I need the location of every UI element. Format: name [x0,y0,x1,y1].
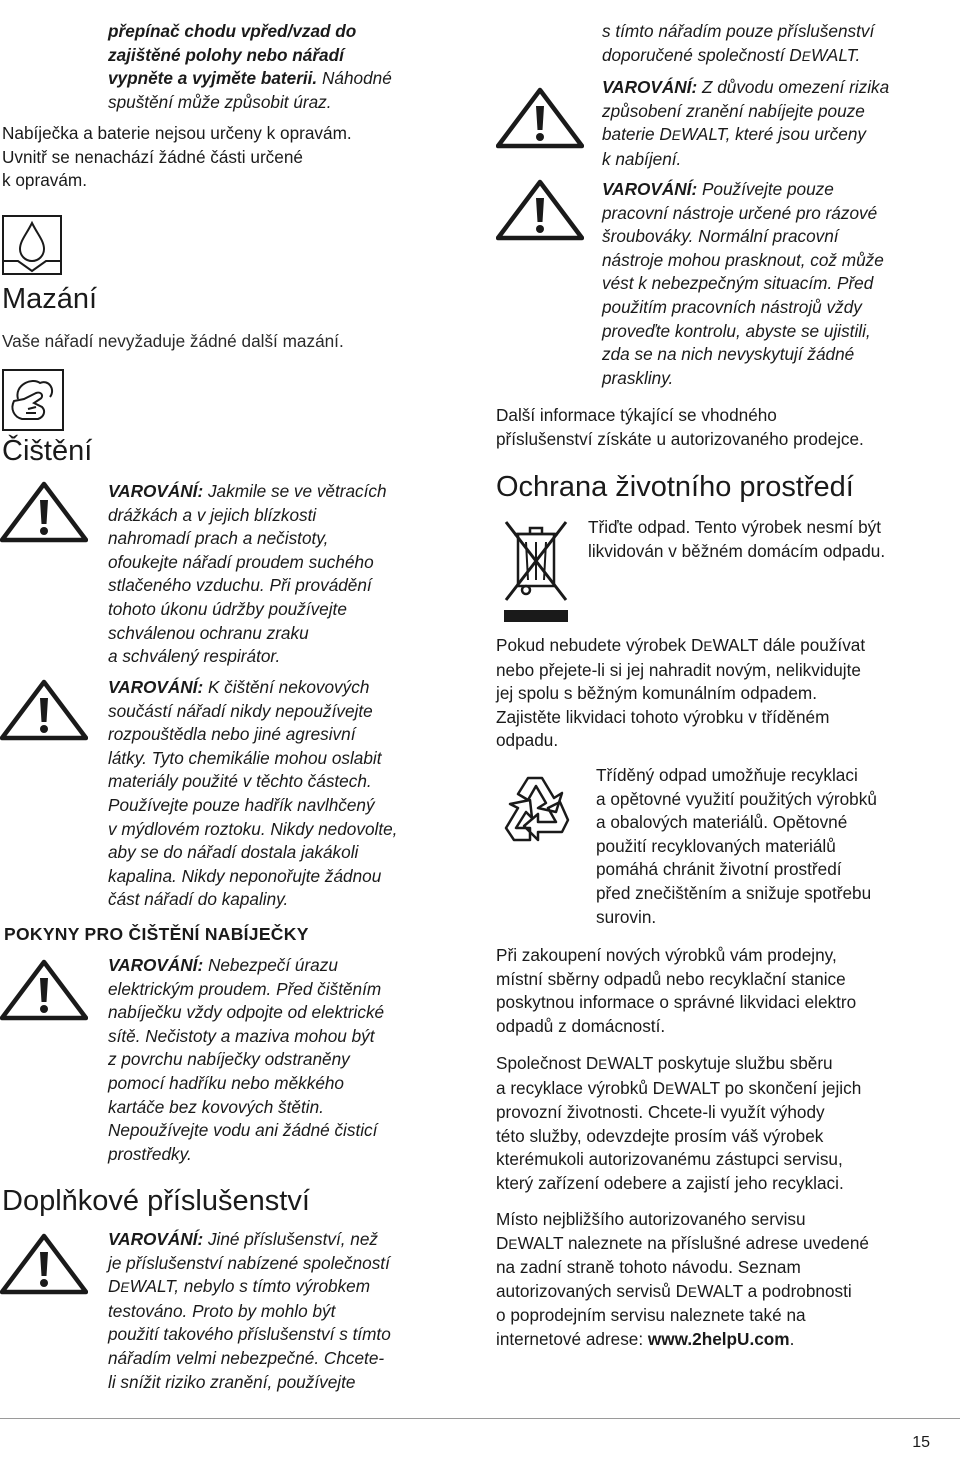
service-line-part: a recyklace výrobků [496,1077,648,1098]
intro-line [108,67,468,91]
brand-part: WALT [680,124,726,145]
intro-warning-continued [108,20,468,114]
warning-line: nářadím velmi nebezpečné. Chcete- [108,1347,385,1368]
brand-part: E [703,639,713,654]
lubrication-title: Mazání [2,283,98,315]
warning-line-part: Jakmile se ve větracích [203,481,387,501]
warning-label: VAROVÁNÍ: [602,179,698,199]
warning-text [108,954,468,1166]
environment-title: Ochrana životního prostředí [496,471,854,503]
cleaning-title: Čištění [2,435,93,467]
warning-line: aby se do nářadí dostala jakákoli [108,842,359,863]
charger-cleaning-warning [0,954,470,1174]
warning-line: drážkách a v jejich blízkosti [108,504,317,525]
disposal-line: Zajistěte likvidaci tohoto výrobku v tříděném [496,706,830,727]
warning-line: způsobení zranění nabíjejte pouze [602,100,865,121]
disposal-line-part: Pokud nebudete výrobek [496,635,687,655]
lubrication-text: Vaše nářadí nevyžaduje žádné další mazání. [2,331,344,351]
warning-line [602,44,960,69]
warning-line-part: Používejte pouze [697,179,834,199]
impact-tools-warning [496,178,960,398]
warning-triangle-icon [0,480,88,544]
intro-line-part: Náhodné [317,68,392,89]
disposal-paragraph [496,634,960,753]
warning-line: součástí nářadí nikdy nepoužívejte [108,700,373,721]
warning-line-part: doporučené společností [602,44,785,65]
disposal-line: jej spolu s běžným komunálním odpadem. [496,683,817,704]
brand-part: E [801,48,811,64]
brand-part: WALT [517,1232,564,1253]
brand-part: D [108,1276,121,1297]
brand-part: WALT [607,1053,653,1073]
warning-line-part: baterie [602,124,655,145]
location-line [496,1280,960,1305]
collection-line: Při zakoupení nových výrobků vám prodejny, [496,945,837,965]
note-line: k opravám. [2,170,88,191]
recycling-text [596,764,960,929]
warning-label: VAROVÁNÍ: [108,677,204,697]
warning-line: li snížit riziko zranění, používejte [108,1371,356,1392]
location-line: Místo nejbližšího autorizovaného servisu [496,1209,806,1229]
dealer-info [496,404,960,451]
warning-line: proveďte kontrolu, abyste se ujistili, [602,320,871,341]
cleaning-warning-1 [0,476,470,676]
recycle-line: a obalových materiálů. Opětovné [596,812,848,833]
intro-line: zajištěné polohy nebo nářadí [108,44,344,65]
collection-line: odpadů z domácností. [496,1015,666,1036]
warning-line: ofoukejte nářadí proudem suchého [108,551,374,572]
brand-part: E [598,1057,608,1072]
sort-waste-text [588,516,960,563]
sort-line: likvidován v běžném domácím odpadu. [588,540,886,561]
warning-text [108,676,468,912]
recycle-line: surovin. [596,906,657,927]
warning-line: je příslušenství nabízené společností [108,1252,390,1273]
service-line: této služby, odevzdejte prosím váš výrobek [496,1125,824,1146]
warning-line: rozpouštědla nebo jiné agresivní [108,724,356,745]
brand-part: E [665,1081,675,1097]
warning-line: pracovní nástroje určené pro rázové [602,202,878,223]
brand-part: D [585,1053,599,1073]
service-line: provozní životnosti. Chcete-li využít výhody [496,1102,825,1123]
disposal-line: odpadu. [496,730,559,751]
lubrication-drop-icon [2,215,62,275]
warning-line-part: . [855,44,861,65]
brand-part: D [659,124,672,145]
location-line: na zadní straně tohoto návodu. Seznam [496,1257,801,1278]
warning-label: VAROVÁNÍ: [108,1229,204,1249]
collection-line: místní sběrny odpadů nebo recyklační stanice [496,968,846,989]
service-line [496,1052,960,1077]
warning-line-part: , které jsou určeny [725,124,866,145]
recycle-line: použití recyklovaných materiálů [596,835,836,856]
note-line: Nabíječka a baterie nejsou určeny k opravám. [2,123,352,143]
recycle-line: Tříděný odpad umožňuje recyklaci [596,765,858,785]
warning-triangle-icon [496,178,584,242]
warning-text [602,178,960,390]
warning-line-part: Nebezpečí úrazu [203,955,338,975]
battery-charging-warning [496,74,960,174]
cleaning-hand-icon [2,369,64,431]
warning-triangle-icon [0,958,88,1022]
location-line-part: naleznete na příslušné adrese uvedené [567,1232,869,1253]
footer-rule [0,1418,960,1419]
brand-part: D [690,635,704,655]
warning-line: materiály použité v těchto částech. [108,771,372,792]
warning-label: VAROVÁNÍ: [108,955,204,975]
warning-line: nahromadí prach a nečistoty, [108,528,329,549]
disposal-line [496,634,960,659]
warning-line: Používejte pouze hadřík navlhčený [108,794,375,815]
warning-line: nabíječku vždy odpojte od elektrické [108,1002,385,1023]
location-line-part: autorizovaných servisů [496,1280,671,1301]
warning-line: použitím pracovních nástrojů vždy [602,296,862,317]
warning-line: sítě. Nečistoty a maziva mohou být [108,1025,375,1046]
warning-line [108,676,468,700]
warning-line: tohoto úkonu údržby používejte [108,598,347,619]
warning-label: VAROVÁNÍ: [602,77,698,97]
warning-triangle-icon [0,1232,88,1296]
warning-line: s tímto nářadím pouze příslušenství [602,21,875,41]
location-line-part: a podrobnosti [747,1280,852,1301]
warning-line-part: Z důvodu omezení rizika [697,77,890,97]
warning-line: nástroje mohou prasknout, což může [602,249,884,270]
brand-part: D [652,1077,666,1098]
brand-part: D [789,44,802,65]
warning-text [602,76,960,171]
accessories-warning-continued [602,20,960,68]
warning-line: elektrickým proudem. Před čištěním [108,978,382,999]
warning-line: vést k nebezpečným situacím. Před [602,273,874,294]
disposal-line: nebo přejete-li si jej nahradit novým, nelikvidujte [496,659,861,680]
warning-line: část nářadí do kapaliny. [108,889,289,910]
warning-line: stlačeného vzduchu. Při provádění [108,575,372,596]
warning-line [602,178,960,202]
service-line [496,1077,960,1102]
location-line [496,1328,960,1352]
location-line [496,1232,960,1257]
service-paragraph [496,1052,960,1196]
brand-part: WALT [712,635,759,655]
recycle-line: pomáhá chránit životní prostředí [596,859,842,880]
warning-line [108,1228,468,1252]
service-line: kterémukoli autorizovanému zástupci servisu, [496,1149,843,1170]
warning-line: zda se na nich nevyskytují žádné [602,344,855,365]
warning-line: kartáče bez kovových štětin. [108,1096,324,1117]
intro-line-part: vypněte a vyjměte baterii. [108,68,318,89]
warning-line: DEWALT, nebylo s tímto výrobkem [108,1276,371,1297]
warning-line [108,954,468,978]
warning-line: testováno. Proto by mohlo být [108,1300,336,1321]
brand-part: E [508,1236,518,1252]
disposal-line-part: dále používat [762,635,866,655]
warning-label: VAROVÁNÍ: [108,481,204,501]
warning-line [108,480,468,504]
warning-line: v mýdlovém roztoku. Nikdy nedovolte, [108,818,398,839]
warning-line: z povrchu nabíječky odstraněny [108,1049,350,1070]
note-line: Uvnitř se nenachází žádné části určené [2,146,303,167]
accessories-warning [0,1228,470,1408]
warning-line-part: K čištění nekovových [203,677,370,697]
service-line-part: poskytuje službu sběru [657,1053,833,1073]
warning-line: prostředky. [108,1143,192,1164]
warning-line [602,123,960,148]
service-url-link[interactable]: www.2helpU.com [647,1328,790,1349]
warning-triangle-icon [496,86,584,150]
brand-part: WALT [810,44,856,65]
recycle-line: před znečištěním a snižuje spotřebu [596,882,872,903]
service-line-part: Společnost [496,1053,582,1073]
warning-line: použití takového příslušenství s tímto [108,1324,391,1345]
intro-line: spuštění může způsobit úraz. [108,91,332,112]
cleaning-warning-2 [0,676,470,916]
accessories-title: Doplňkové příslušenství [2,1185,310,1217]
service-location-paragraph [496,1208,960,1352]
brand-part: E [120,1280,130,1296]
weee-crossed-bin-icon [500,516,572,624]
location-line-part: . [789,1328,795,1349]
warning-text [108,480,468,669]
charger-cleaning-title: POKYNY PRO ČIŠTĚNÍ NABÍJEČKY [4,924,309,944]
warning-line-part: Jiné příslušenství, než [203,1229,378,1249]
dealer-line: Další informace týkající se vhodného [496,405,777,425]
brand-part: WALT [697,1280,743,1301]
service-line: který zařízení odebere a zajistí jeho recyklaci. [496,1172,844,1193]
page-number: 15 [912,1434,930,1451]
brand-part: E [671,128,681,144]
warning-line-part: nebylo s tímto výrobkem [183,1276,371,1297]
warning-line: šroubováky. Normální pracovní [602,226,839,247]
warning-line [602,76,960,100]
intro-line: přepínač chodu vpřed/vzad do [108,21,357,41]
warning-line: kapalina. Nikdy neponořujte žádnou [108,865,382,886]
warning-line: pomocí hadříku nebo měkkého [108,1072,344,1093]
warning-line: Nepoužívejte vodu ani žádné čisticí [108,1120,378,1141]
brand-part: D [496,1232,509,1253]
warning-line: a schválený respirátor. [108,646,281,667]
warning-triangle-icon [0,678,88,742]
warning-line: k nabíjení. [602,148,682,169]
recycle-icon [498,768,582,852]
dealer-line: příslušenství získáte u autorizovaného prodejce. [496,428,864,449]
recycle-line: a opětovné využití použitých výrobků [596,788,877,809]
collection-paragraph [496,944,960,1038]
location-line-part: internetové adrese: [496,1328,648,1349]
brand-part: E [688,1284,698,1300]
warning-text [108,1228,468,1394]
brand-part: WALT [129,1276,175,1297]
warning-line: schválenou ochranu zraku [108,622,309,643]
sort-line: Třiďte odpad. Tento výrobek nesmí být [588,517,882,537]
warning-line: látky. Tyto chemikálie mohou oslabit [108,747,382,768]
collection-line: poskytnou informace o správné likvidaci elektro [496,992,857,1013]
location-line: o poprodejním servisu naleznete také na [496,1305,806,1326]
warning-line: praskliny. [602,367,674,388]
brand-part: D [675,1280,689,1301]
brand-part: WALT [674,1077,720,1098]
charger-note [2,122,462,193]
service-line-part: po skončení jejich [724,1077,862,1098]
